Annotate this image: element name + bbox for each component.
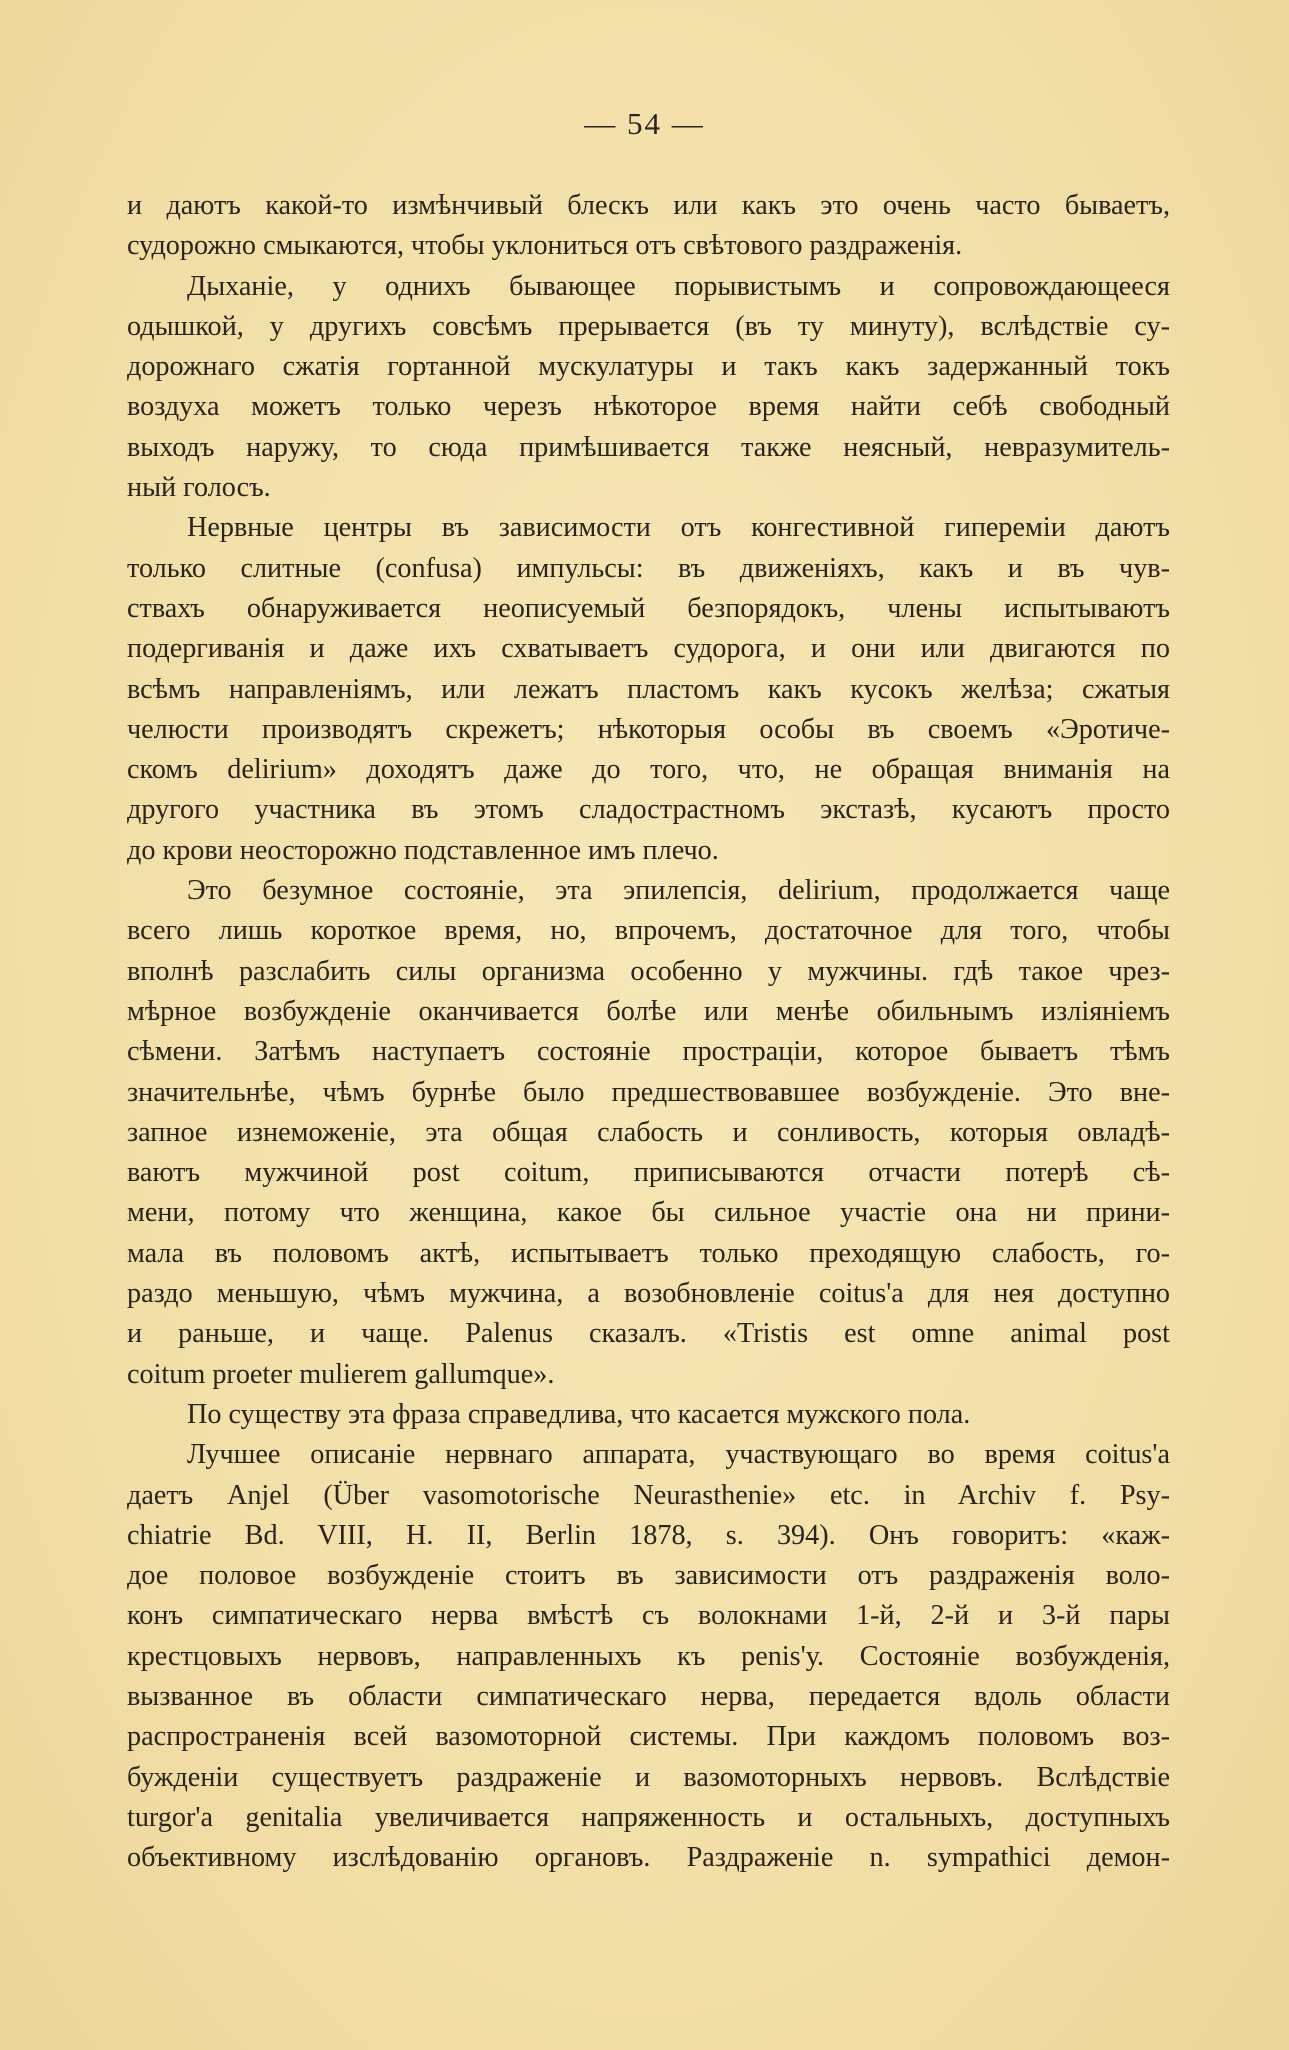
text-line: распространенія всей вазомоторной системы. При каждомъ половомъ воз-	[127, 1721, 1170, 1753]
text-line: сѣмени. Затѣмъ наступаетъ состояніе прострацiи, которое бываетъ тѣмъ	[127, 1036, 1170, 1068]
text-line: ствахъ обнаруживается неописуемый безпорядокъ, члены испытываютъ	[127, 592, 1170, 624]
text-line: дорожнаго сжатія гортанной мускулатуры и такъ какъ задержанный токъ	[127, 351, 1170, 383]
text-line: всего лишь короткое время, но, впрочемъ, достаточное для того, чтобы	[127, 915, 1170, 947]
text-line: только слитные (confusa) импульсы: въ движеніяхъ, какъ и въ чув-	[127, 552, 1170, 584]
text-line: запное изнеможеніе, эта общая слабость и сонливость, которыя овладѣ-	[127, 1116, 1170, 1148]
text-line: раздо меньшую, чѣмъ мужчина, а возобновленіе coitus'а для нея доступно	[127, 1278, 1170, 1310]
text-line: мѣрное возбужденіе оканчивается болѣе или менѣе обильнымъ изліяніемъ	[127, 995, 1170, 1027]
text-line: одышкой, у другихъ совсѣмъ прерывается (въ ту минуту), вслѣдствіе су-	[127, 310, 1170, 342]
text-line: Лучшее описаніе нервнаго аппарата, участвующаго во время coitus'а	[187, 1439, 1170, 1471]
text-line: до крови неосторожно подставленное имъ плечо.	[127, 834, 719, 866]
text-line: крестцовыхъ нервовъ, направленныхъ къ penis'у. Состояніе возбужденія,	[127, 1640, 1170, 1672]
text-line: другого участника въ этомъ сладострастномъ экстазѣ, кусаютъ просто	[127, 794, 1170, 826]
text-line: даетъ Anjel (Über vasomotorische Neurasthenie» etc. in Archiv f. Psy-	[127, 1479, 1170, 1511]
text-line: всѣмъ направленіямъ, или лежатъ пластомъ какъ кусокъ желѣза; сжатыя	[127, 673, 1170, 705]
text-line: По существу эта фраза справедлива, что касается мужского пола.	[187, 1398, 971, 1430]
text-line: скомъ delirium» доходятъ даже до того, что, не обращая вниманія на	[127, 754, 1170, 786]
text-line: ваютъ мужчиной post coitum, приписываются отчасти потерѣ сѣ-	[127, 1157, 1170, 1189]
text-line: объективному изслѣдованію органовъ. Раздраженіе n. sympathici демон-	[127, 1842, 1170, 1874]
text-line: chiatrie Bd. VIII, H. II, Berlin 1878, s. 394). Онъ говоритъ: «каж-	[127, 1519, 1170, 1551]
text-line: воздуха можетъ только черезъ нѣкоторое время найти себѣ свободный	[127, 391, 1170, 423]
text-line: мени, потому что женщина, какое бы сильное участіе она ни прини-	[127, 1197, 1170, 1229]
text-line: coitum proeter mulierem gallumque».	[127, 1358, 555, 1390]
text-line: вполнѣ разслабить силы организма особенно у мужчины. гдѣ такое чрез-	[127, 955, 1170, 987]
text-line: Это безумное состояніе, эта эпилепсія, delirium, продолжается чаще	[187, 875, 1170, 907]
text-line: мала въ половомъ актѣ, испытываетъ только преходящую слабость, го-	[127, 1237, 1170, 1269]
text-line: челюсти производятъ скрежетъ; нѣкоторыя особы въ своемъ «Эротиче-	[127, 713, 1170, 745]
text-line: turgor'a genitalia увеличивается напряженность и остальныхъ, доступныхъ	[127, 1801, 1170, 1833]
text-line: ный голосъ.	[127, 472, 271, 504]
text-line: судорожно смыкаются, чтобы уклониться отъ свѣтового раздраженія.	[127, 230, 963, 262]
text-line: и раньше, и чаще. Palenus сказалъ. «Tristis est omne animal post	[127, 1318, 1170, 1350]
text-line: Дыханіе, у однихъ бывающее порывистымъ и сопровождающееся	[187, 270, 1170, 302]
text-line: подергиванія и даже ихъ схватываетъ судорога, и они или двигаются по	[127, 633, 1170, 665]
text-line: бужденіи существуетъ раздраженіе и вазомоторныхъ нервовъ. Вслѣдствіе	[127, 1761, 1170, 1793]
text-line: и даютъ какой-то измѣнчивый блескъ или какъ это очень часто бываетъ,	[127, 190, 1170, 221]
text-line: Нервные центры въ зависимости отъ конгестивной гипереміи даютъ	[187, 512, 1170, 544]
text-line: выходъ наружу, то сюда примѣшивается также неясный, невразумитель-	[127, 431, 1170, 463]
text-line: значительнѣе, чѣмъ бурнѣе было предшествовавшее возбужденіе. Это вне-	[127, 1076, 1170, 1108]
text-line: конъ симпатическаго нерва вмѣстѣ съ волокнами 1-й, 2-й и 3-й пары	[127, 1600, 1170, 1632]
text-line: вызванное въ области симпатическаго нерва, передается вдоль области	[127, 1680, 1170, 1712]
page-number: — 54 —	[584, 106, 705, 141]
body-text	[127, 186, 1170, 1878]
text-line: дое половое возбужденіе стоитъ въ зависимости отъ раздраженія воло-	[127, 1560, 1170, 1592]
